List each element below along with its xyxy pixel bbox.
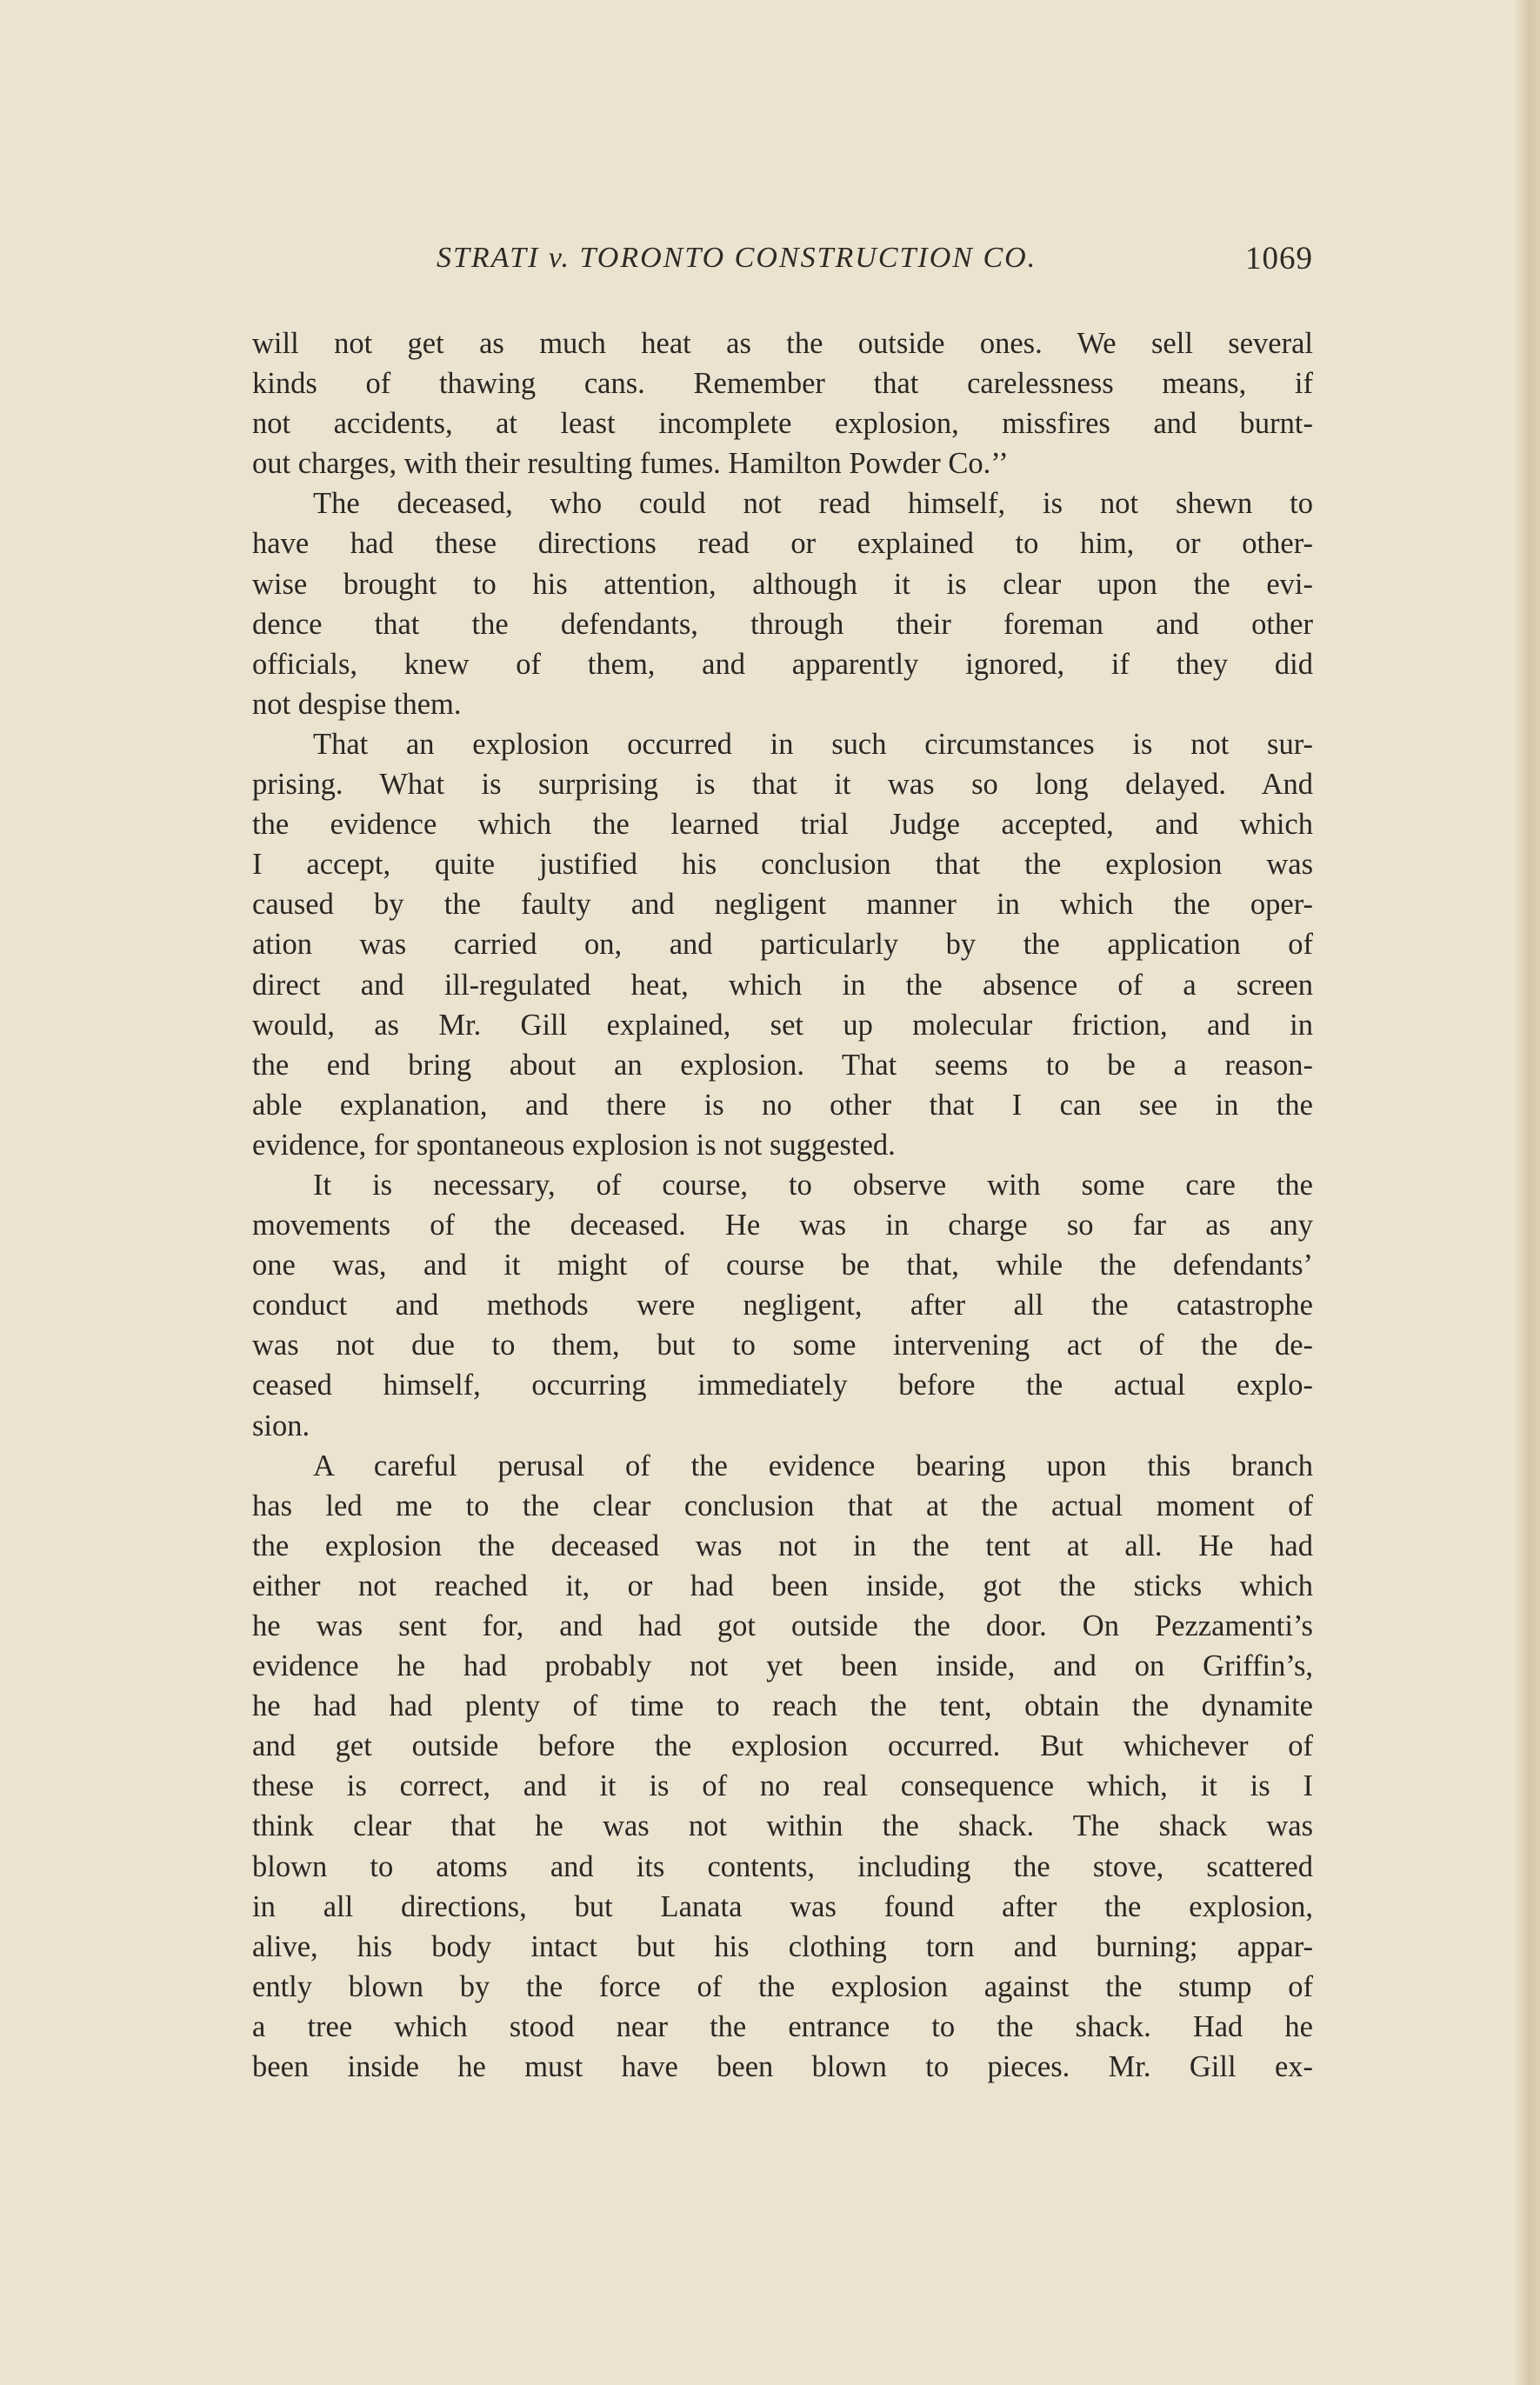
text-line: will not get as much heat as the outside ones. We sell several — [252, 327, 1313, 360]
text-line: out charges, with their resulting fumes. Hamilton Powder Co.’’ — [252, 447, 1009, 481]
text-line: That an explosion occurred in such circumstances is not sur- — [313, 727, 1313, 761]
text-line: not despise them. — [252, 687, 462, 721]
text-line: has led me to the clear conclusion that at the actual moment of — [252, 1489, 1313, 1522]
text-line: sion. — [252, 1409, 310, 1442]
text-line: he had had plenty of time to reach the tent, obtain the dynamite — [252, 1689, 1313, 1723]
text-line: officials, knew of them, and apparently ignored, if they did — [252, 647, 1313, 681]
text-line: think clear that he was not within the shack. The shack was — [252, 1809, 1313, 1843]
text-line: evidence he had probably not yet been inside, and on Griffin’s, — [252, 1649, 1313, 1683]
text-line: not accidents, at least incomplete explosion, missfires and burnt- — [252, 407, 1313, 441]
paragraph — [252, 483, 1313, 724]
text-line: have had these directions read or explained to him, or other- — [252, 527, 1313, 561]
text-line: dence that the defendants, through their foreman and other — [252, 607, 1313, 641]
text-line: conduct and methods were negligent, after all the catastrophe — [252, 1289, 1313, 1322]
text-line: ently blown by the force of the explosion against the stump of — [252, 1969, 1313, 2003]
text-line: direct and ill-regulated heat, which in the absence of a screen — [252, 968, 1313, 1002]
paragraph — [252, 1446, 1313, 2088]
text-line: and get outside before the explosion occurred. But whichever of — [252, 1729, 1313, 1763]
running-title: STRATI v. TORONTO CONSTRUCTION CO. — [437, 242, 1037, 274]
text-line: a tree which stood near the entrance to the shack. Had he — [252, 2009, 1313, 2043]
paragraph — [252, 323, 1313, 483]
paragraph — [252, 1165, 1313, 1446]
paragraph — [252, 724, 1313, 1165]
text-line: prising. What is surprising is that it was so long delayed. And — [252, 768, 1313, 802]
running-head — [252, 242, 1313, 285]
text-line: in all directions, but Lanata was found after the explosion, — [252, 1889, 1313, 1923]
text-line: he was sent for, and had got outside the door. On Pezzamenti’s — [252, 1609, 1313, 1642]
text-line: caused by the faulty and negligent manner in which the oper- — [252, 888, 1313, 922]
text-line: It is necessary, of course, to observe with some care the — [313, 1168, 1313, 1202]
text-line: The deceased, who could not read himself, is not shewn to — [313, 487, 1313, 521]
text-line: kinds of thawing cans. Remember that carelessness means, if — [252, 367, 1313, 401]
text-line: one was, and it might of course be that, while the defendants’ — [252, 1249, 1313, 1282]
text-line: been inside he must have been blown to pieces. Mr. Gill ex- — [252, 2050, 1313, 2084]
text-line: these is correct, and it is of no real consequence which, it is I — [252, 1769, 1313, 1803]
text-line: blown to atoms and its contents, including the stove, scattered — [252, 1849, 1313, 1883]
text-line: the end bring about an explosion. That seems to be a reason- — [252, 1048, 1313, 1082]
text-line: movements of the deceased. He was in charge so far as any — [252, 1209, 1313, 1242]
text-line: able explanation, and there is no other that I can see in the — [252, 1088, 1313, 1122]
page-number: 1069 — [1245, 241, 1313, 276]
text-line: ceased himself, occurring immediately before the actual explo- — [252, 1369, 1313, 1402]
text-line: evidence, for spontaneous explosion is not suggested. — [252, 1128, 896, 1162]
text-line: the explosion the deceased was not in the tent at all. He had — [252, 1529, 1313, 1562]
text-line: would, as Mr. Gill explained, set up molecular friction, and in — [252, 1008, 1313, 1042]
text-line: A careful perusal of the evidence bearing upon this branch — [313, 1449, 1313, 1482]
body-text — [252, 323, 1313, 2087]
text-line: wise brought to his attention, although it is clear upon the evi- — [252, 567, 1313, 601]
text-line: I accept, quite justified his conclusion that the explosion was — [252, 848, 1313, 882]
page-edge-shadow — [1514, 0, 1540, 2385]
text-line: was not due to them, but to some intervening act of the de- — [252, 1329, 1313, 1362]
text-line: the evidence which the learned trial Judge accepted, and which — [252, 808, 1313, 842]
text-line: alive, his body intact but his clothing torn and burning; appar- — [252, 1929, 1313, 1963]
text-line: either not reached it, or had been inside, got the sticks which — [252, 1569, 1313, 1602]
text-line: ation was carried on, and particularly by the application of — [252, 928, 1313, 962]
